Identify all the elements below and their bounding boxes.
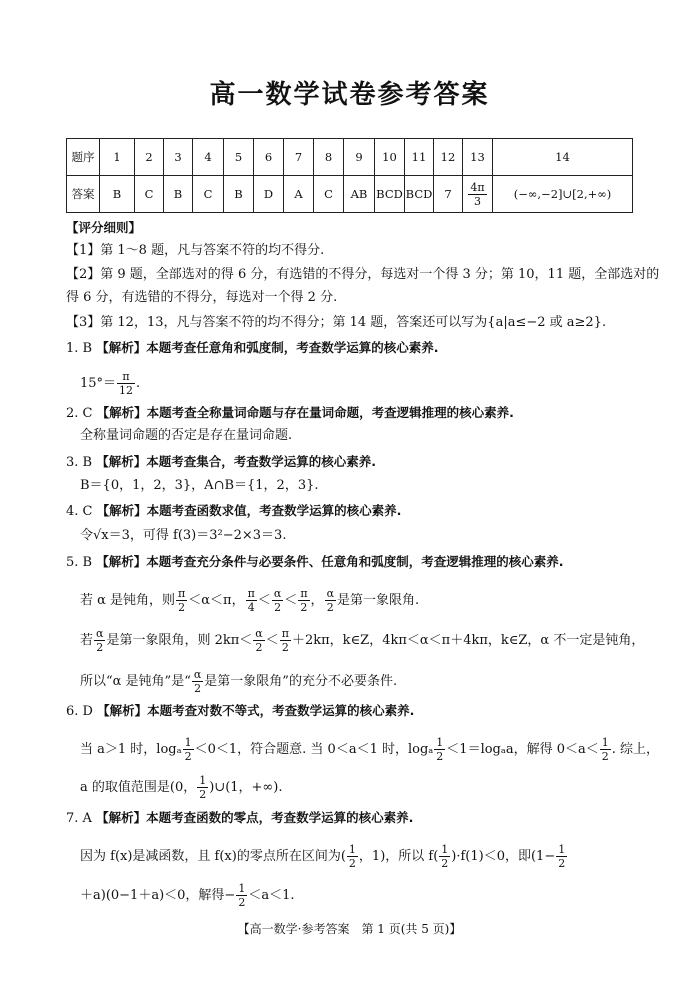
text-run: 当 a＞1 时，logₐ [80,742,182,757]
text-run: 得 6 分，有选错的不得分，每选对一个得 2 分. [66,290,338,305]
text-line [80,370,140,397]
text-line [66,553,564,572]
fraction [94,627,105,654]
analysis-heading: 【解析】本题考查对数不等式，考查数学运算的核心素养. [97,703,415,718]
numerator: α [96,627,104,640]
text-run: 6. D [66,704,98,719]
denominator: 2 [255,641,263,654]
denominator: 2 [441,857,449,870]
text-run: 15°＝ [80,376,117,391]
numerator: α [255,627,263,640]
text-line [66,702,414,721]
page-footer: 【高一数学·参考答案 第 1 页(共 5 页)】 [237,922,462,936]
numerator: 1 [199,774,207,787]
numerator: π [300,587,308,600]
numerator: 1 [441,843,449,856]
text-line [80,627,644,654]
text-run: ＜α＜π， [188,593,245,608]
fraction [176,587,187,614]
analysis-heading: 【解析】本题考查函数的零点，考查数学运算的核心素养. [96,810,414,825]
numerator: α [326,587,334,600]
fraction [556,843,567,870]
text-run: 所以“α 是钝角”是“ [80,674,191,689]
numerator: 1 [184,736,192,749]
denominator: 2 [326,601,334,614]
text-line [66,453,376,472]
text-line [80,477,319,495]
text-run: B＝{0，1，2，3}，A∩B＝{1，2，3}. [80,478,319,493]
text-line [66,339,438,358]
fraction [117,370,135,397]
table-cell: BCD [405,176,434,213]
text-run: 3. B [66,455,97,470]
denominator: 2 [184,750,192,763]
table-cell: 12 [434,139,463,176]
denominator: 2 [274,601,282,614]
table-cell: BCD [375,176,405,213]
text-run: 1. B [66,341,97,356]
numerator: π [178,587,186,600]
table-cell: B [164,176,193,213]
text-run: 【评分细则】 [66,220,142,235]
text-run: ＜ [265,633,279,648]
text-line [66,404,514,423]
fraction [298,587,309,614]
table-cell: 5 [224,139,254,176]
text-run: 是第一象限角，则 2kπ＜ [106,633,253,648]
answer-table [66,138,633,213]
fraction [183,736,194,763]
text-run: ＜ [257,593,271,608]
text-run: 是第一象限角. [337,593,420,608]
text-line [66,502,401,521]
numerator: 1 [601,736,609,749]
table-cell: 13 [463,139,493,176]
fraction [347,843,358,870]
table-cell: 6 [254,139,284,176]
text-run: ＜1＝logₐa，解得 0＜a＜ [446,742,599,757]
text-run: ＋2kπ，k∈Z，4kπ＜α＜π＋4kπ，k∈Z，α 不一定是钝角， [291,633,645,648]
fraction [197,774,208,801]
table-cell: 11 [405,139,434,176]
text-line [80,882,294,909]
text-run: ＜0＜1，符合题意. 当 0＜a＜1 时，logₐ [194,742,434,757]
analysis-heading: 【解析】本题考查任意角和弧度制，考查数学运算的核心素养. [96,340,439,355]
text-run: 【3】第 12，13，凡与答案不符的均不得分；第 14 题，答案还可以写为{a|a≤−2 或 a≥2}. [66,315,607,330]
denominator: 2 [194,682,202,695]
numerator: π [117,370,135,384]
numerator: α [193,668,202,681]
text-run: )·f(1)＜0，即(1− [451,849,556,864]
table-cell: 1 [100,139,135,176]
denominator: 4 [247,601,255,614]
numerator: 1 [436,736,444,749]
numerator: 4π [470,180,485,194]
text-run: ＋a)(0−1＋a)＜0，解得− [80,888,236,903]
table-cell: 4 [193,139,224,176]
table-header-row [67,139,633,176]
numerator: α [273,587,282,600]
analysis-heading: 【解析】本题考查全称量词命题与存在量词命题，考查逻辑推理的核心素养. [96,405,514,420]
text-line [80,668,397,695]
table-cell: 7 [434,176,463,213]
text-line [66,289,337,307]
text-line [66,314,606,332]
table-cell: (−∞,−2]∪[2,+∞) [493,176,633,213]
fraction [192,668,203,695]
denominator: 2 [348,857,356,870]
numerator: 1 [558,843,566,856]
text-line [66,242,324,260]
text-run: 2. C [66,406,97,421]
analysis-heading: 【解析】本题考查集合，考查数学运算的核心素养. [96,454,376,469]
denominator: 2 [199,788,207,801]
denominator: 12 [119,384,134,397]
table-cell: 14 [493,139,633,176]
table-cell: 7 [284,139,314,176]
text-line [80,587,419,614]
table-cell: D [254,176,284,213]
denominator: 2 [601,750,609,763]
text-line [80,843,568,870]
denominator: 2 [281,641,289,654]
numerator: 1 [238,882,246,895]
numerator: 1 [348,843,356,856]
denominator: 2 [178,601,186,614]
text-run: ＜a＜1. [248,888,295,903]
fraction [439,843,450,870]
text-line [80,736,659,763]
text-run: 是第一象限角”的充分不必要条件. [204,674,398,689]
text-run: 全称量词命题的否定是存在量词命题. [80,428,293,443]
text-run: . 综上， [611,742,660,757]
table-cell: B [224,176,254,213]
text-run: . [136,376,141,391]
table-cell: A [284,176,314,213]
fraction [246,587,257,614]
text-line [80,527,286,545]
text-line [66,219,141,237]
denominator: 2 [558,857,566,870]
table-cell: C [193,176,224,213]
table-cell: 9 [344,139,375,176]
page-title: 高一数学试卷参考答案 [209,80,490,110]
text-run: ，1)，所以 f( [358,849,439,864]
text-run: 若 [80,633,94,648]
analysis-heading: 【解析】本题考查函数求值，考查数学运算的核心素养. [96,503,402,518]
denominator: 2 [436,750,444,763]
numerator: π [247,587,255,600]
fraction [236,882,247,909]
table-cell: 题序 [67,139,100,176]
fraction [468,181,486,208]
denominator: 3 [473,194,481,208]
table-cell: 答案 [67,176,100,213]
table-cell [463,176,493,213]
text-run: 7. A [66,811,97,826]
fraction [280,627,291,654]
text-run: 【2】第 9 题，全部选对的得 6 分，有选错的不得分，每选对一个得 3 分；第 10，11 题，全部选对的 [66,267,660,282]
text-run: 若 α 是钝角，则 [80,593,176,608]
text-run: a 的取值范围是(0， [80,780,197,795]
table-cell: B [100,176,135,213]
table-cell: C [135,176,164,213]
denominator: 2 [300,601,308,614]
table-answer-row [67,176,633,213]
table-cell: C [314,176,344,213]
text-run: 5. B [66,555,97,570]
fraction [325,587,336,614]
fraction [272,587,283,614]
fraction [600,736,611,763]
table-cell: AB [344,176,375,213]
table-cell: 2 [135,139,164,176]
table-cell: 3 [164,139,193,176]
text-run: 【1】第 1～8 题，凡与答案不符的均不得分. [66,243,325,258]
table-cell: 10 [375,139,405,176]
denominator: 2 [238,896,246,909]
text-run: 令√x＝3，可得 f(3)＝3²−2×3＝3. [80,528,287,543]
text-line [66,266,659,284]
text-run: 因为 f(x)是减函数，且 f(x)的零点所在区间为( [80,849,346,864]
table-cell: 8 [314,139,344,176]
analysis-heading: 【解析】本题考查充分条件与必要条件、任意角和弧度制，考查逻辑推理的核心素养. [96,554,564,569]
text-run: ， [310,593,324,608]
text-line [66,809,413,828]
numerator: π [281,627,289,640]
denominator: 2 [96,641,104,654]
text-run: 4. C [66,504,97,519]
text-line [80,427,292,445]
text-run: ＜ [284,593,298,608]
text-run: )∪(1，+∞). [209,780,283,795]
fraction [253,627,264,654]
fraction [434,736,445,763]
text-line [80,774,282,801]
